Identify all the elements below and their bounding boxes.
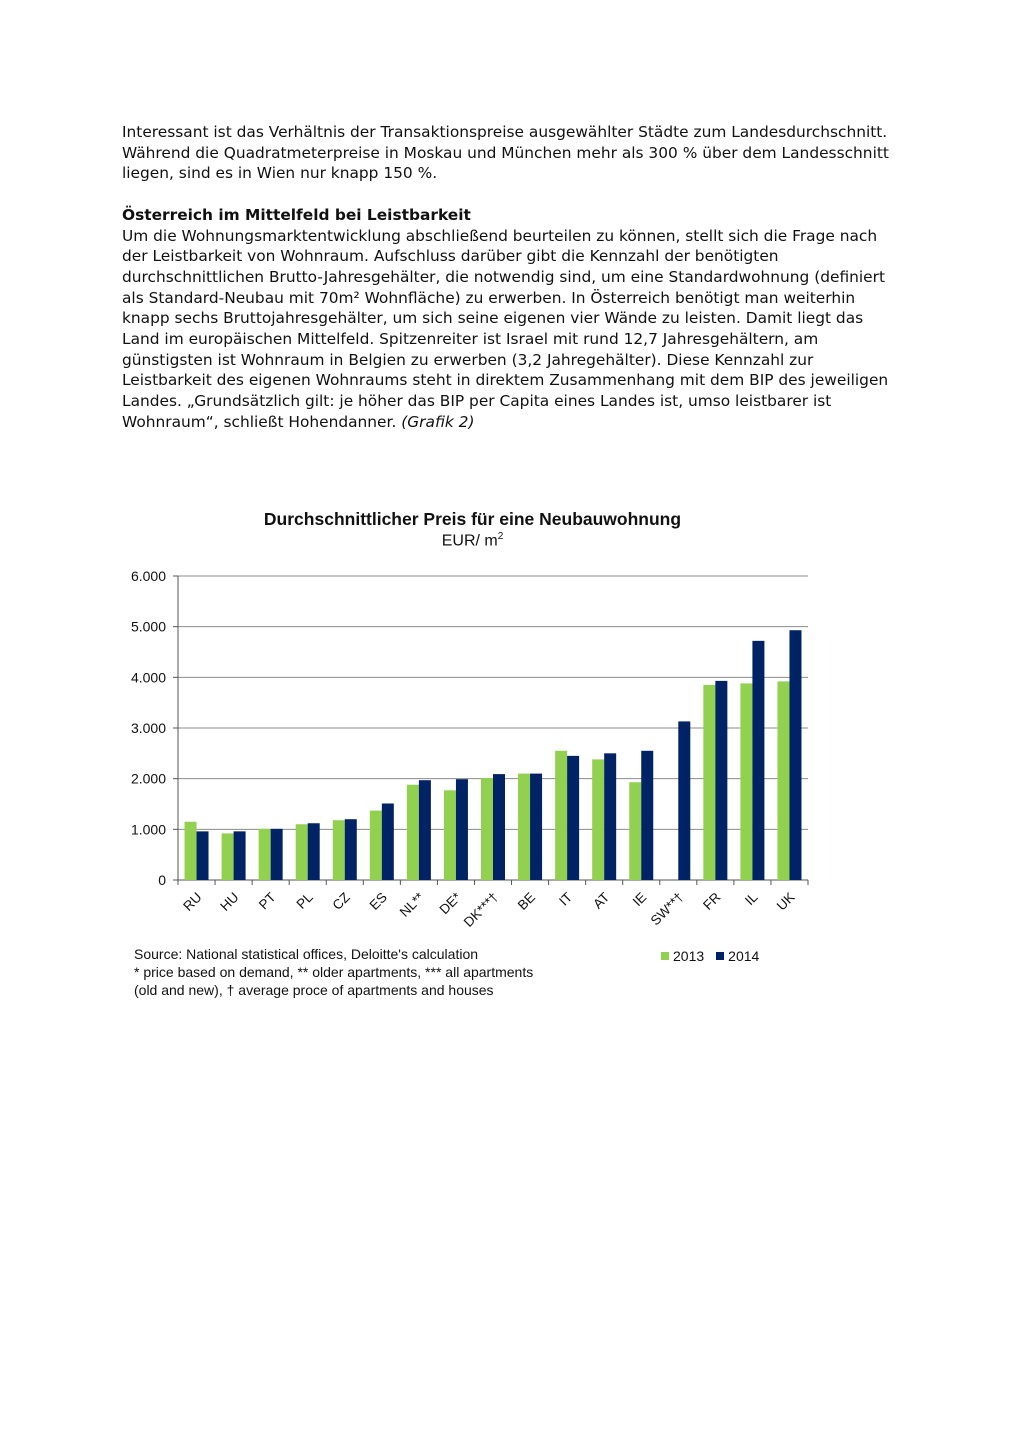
x-tick-label: IL [741, 889, 761, 909]
x-tick-label: AT [590, 889, 613, 912]
x-tick-label: UK [773, 889, 798, 914]
chart-subtitle-unit: EUR/ m [441, 532, 498, 550]
x-tick-label: FR [700, 889, 724, 913]
bar-2013-HU [222, 833, 234, 880]
bar-2013-PL [296, 824, 308, 880]
legend-swatch-2014 [716, 952, 724, 960]
bar-2014-IT [567, 756, 579, 880]
y-tick-label: 1.000 [130, 821, 166, 838]
bar-2013-PT [259, 829, 271, 880]
bar-2013-IL [740, 683, 752, 880]
source-note [134, 945, 604, 999]
bar-2014-ES [382, 803, 394, 880]
bar-2013-ES [370, 811, 382, 880]
bar-2013-IE [629, 782, 641, 880]
x-tick-label: CZ [329, 889, 353, 913]
x-tick-label: IT [556, 889, 576, 909]
x-tick-label: RU [180, 889, 205, 914]
bar-2014-UK [789, 630, 801, 880]
bar-2014-PL [308, 823, 320, 880]
bar-2013-NL [407, 785, 419, 880]
y-tick-label: 6.000 [130, 568, 166, 584]
x-tick-label: DK***† [460, 889, 502, 930]
legend-item-2013 [661, 948, 704, 964]
bar-2014-NL [419, 780, 431, 880]
body-text [122, 122, 902, 433]
bar-2013-AT [592, 759, 604, 880]
legend-label-2013: 2013 [673, 948, 705, 964]
bar-2014-DK [493, 774, 505, 880]
chart-title: Durchschnittlicher Preis für eine Neubauwohnung [263, 509, 682, 529]
x-tick-label: SW**† [647, 889, 687, 929]
bar-2014-RU [197, 831, 209, 880]
bar-2013-IT [555, 751, 567, 880]
x-tick-label: HU [217, 889, 242, 914]
y-tick-label: 2.000 [130, 770, 166, 787]
y-tick-label: 3.000 [130, 720, 166, 736]
y-tick-label: 0 [158, 872, 166, 888]
affordability-text: Um die Wohnungsmarktentwicklung abschließend beurteilen zu können, stellt sich die Frage nach der Leistbarkeit von Wohnraum. Aufschluss darüber gibt die Kennzahl der benötigten durchschnittlichen Brutto-Jahresgehälter, die notwendig sind, um eine Standardwohnung (definiert als Standard-Neubau mit 70m² Wohnfläche) zu erwerben. In Österreich benötigt man weiterhin knapp sechs Bruttojahresgehälter, um sich seine eigenen vier Wände zu leisten. Damit liegt das Land im europäischen Mittelfeld. Spitzenreiter ist Israel mit rund 12,7 Jahresgehältern, am günstigsten ist Wohnraum in Belgien zu erwerben (3,2 Jahregehälter). Diese Kennzahl zur Leistbarkeit des eigenen Wohnraums steht in direktem Zusammenhang mit dem BIP des jeweiligen Landes. „Grundsätzlich gilt: je höher das BIP per Capita eines Landes ist, umso leistbarer ist Wohnraum“, schließt Hohendanner. [122, 226, 889, 431]
x-tick-label: DE* [436, 889, 465, 918]
bar-2014-SW [678, 721, 690, 880]
chart-subtitle [180, 531, 765, 550]
bar-2014-DE [456, 779, 468, 880]
y-tick-label: 4.000 [130, 669, 166, 686]
legend-item-2014 [716, 948, 759, 964]
legend-swatch-2013 [661, 952, 669, 960]
bar-2014-IE [641, 751, 653, 880]
y-tick-label: 5.000 [130, 618, 166, 635]
source-line-3: (old and new), † average proce of apartments and houses [134, 982, 494, 998]
bar-2014-PT [271, 829, 283, 880]
x-tick-label: ES [366, 889, 390, 913]
chart-legend [661, 948, 759, 964]
bar-2013-UK [777, 681, 789, 880]
bar-2014-HU [234, 831, 246, 880]
bar-chart [110, 560, 820, 940]
bar-2013-BE [518, 774, 530, 880]
x-tick-label: BE [514, 889, 539, 913]
intro-paragraph: Interessant ist das Verhältnis der Transaktionspreise ausgewählter Städte zum Landesdurchschnitt. Während die Quadratmeterpreise in Moskau und München mehr als 300 % über dem Landesschnitt liegen, sind es in Wien nur knapp 150 %. [122, 123, 889, 183]
bar-2014-FR [715, 681, 727, 880]
figure-reference: (Grafik 2) [401, 412, 475, 431]
chart-subtitle-superscript: 2 [497, 531, 504, 542]
x-tick-label: PT [255, 889, 279, 913]
bar-2013-DK [481, 778, 493, 880]
x-tick-label: NL** [396, 889, 428, 920]
legend-label-2014: 2014 [728, 948, 760, 964]
bar-2013-RU [185, 822, 197, 880]
affordability-paragraph [122, 226, 902, 433]
x-tick-label: PL [293, 889, 316, 912]
bar-2014-CZ [345, 819, 357, 880]
bar-2014-BE [530, 774, 542, 880]
source-line-1: Source: National statistical offices, Deloitte's calculation [134, 946, 479, 962]
bar-2014-IL [752, 641, 764, 880]
section-heading: Österreich im Mittelfeld bei Leistbarkeit [122, 205, 471, 224]
x-tick-label: IE [629, 889, 650, 910]
bar-2014-AT [604, 753, 616, 880]
bar-2013-FR [703, 685, 715, 880]
bar-2013-DE [444, 790, 456, 880]
source-line-2: * price based on demand, ** older apartments, *** all apartments [134, 964, 534, 980]
bar-2013-CZ [333, 820, 345, 880]
